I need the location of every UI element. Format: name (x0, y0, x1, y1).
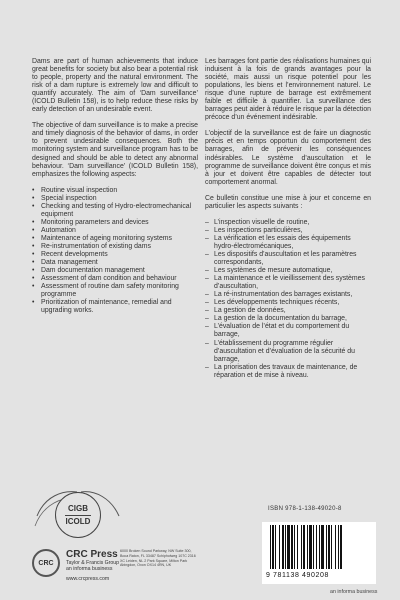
isbn-label: ISBN 978-1-138-49020-8 (268, 506, 342, 512)
logo-line-cigb: CIGB (68, 503, 88, 513)
list-item: • Special inspection (32, 195, 198, 203)
list-item: • Dam documentation management (32, 267, 198, 275)
french-aspects-list (205, 219, 371, 380)
informa-tagline: an informa business (330, 589, 378, 595)
list-item: • Data management (32, 259, 198, 267)
list-item: – L’établissement du programme régulier d’auscultation et d’évaluation de la sécurité du barrage, (205, 340, 371, 364)
logo-divider (65, 515, 91, 516)
publisher-tagline: an informa business (66, 566, 113, 573)
list-item: – Les développements techniques récents, (205, 299, 371, 307)
list-item: • Monitoring parameters and devices (32, 219, 198, 227)
english-aspects-list (32, 187, 198, 316)
publisher-name: CRC Press (66, 549, 118, 560)
list-item: • Assessment of dam condition and behaviour (32, 275, 198, 283)
publisher-url: www.crcpress.com (66, 576, 110, 583)
english-paragraph-1: Dams are part of human achievements that induce great benefits for society but also bear a potential risk to people, property and the natural environment. The risk of a dam rupture is extremely low and difficult to quantify accurately. The aim of ‘Dam surveillance’ (ICOLD Bulletin 158), is to help reduce these risks by early detection of an undesirable event. (32, 58, 198, 114)
barcode-number: 9 781138 490208 (266, 572, 329, 579)
english-paragraph-2: The objective of dam surveillance is to make a precise and timely diagnosis of the behavior of dams, in order to prevent undesirable consequences. Both the monitoring system and surveillance program has to be designed and should be able to detect any abnormal behaviour. ‘Dam surveillance’ (ICOLD Bulletin 158), emphasizes the following aspects: (32, 122, 198, 178)
list-item: – La gestion de la documentation du barrage, (205, 315, 371, 323)
logo-line-icold: ICOLD (65, 516, 91, 526)
list-item: • Recent developments (32, 251, 198, 259)
list-item: • Prioritization of maintenance, remedial and upgrading works. (32, 299, 198, 315)
barcode-icon (268, 525, 372, 571)
french-column (205, 58, 371, 380)
list-item: • Automation (32, 227, 198, 235)
list-item: – La ré-instrumentation des barrages existants, (205, 291, 371, 299)
publisher-block (32, 549, 119, 583)
list-item: – Les systèmes de mesure automatique, (205, 267, 371, 275)
publisher-address: 6000 Broken Sound Parkway, NW Suite 300, Boca Raton, FL 33487 Schipholweg 107C 2316 XC Leiden, NL 2 Park Square, Milton Park Abingdon, Oxon OX14 4RN, UK (120, 549, 196, 568)
list-item: – La gestion de données, (205, 307, 371, 315)
cigb-icold-logo (55, 492, 101, 538)
list-item: • Assessment of routine dam safety monitoring programme (32, 283, 198, 299)
english-column (32, 58, 198, 315)
french-paragraph-3: Ce bulletin constitue une mise à jour et concerne en particulier les aspects suivants : (205, 194, 371, 210)
crc-logo-icon: CRC (32, 549, 60, 577)
list-item: • Maintenance of ageing monitoring systems (32, 235, 198, 243)
french-paragraph-1: Les barrages font partie des réalisations humaines qui induisent à la fois de grands avantages pour la société, mais aussi un risque potentiel pour les populations, les biens et l’environnement naturel. Le risque d’une rupture de barrage est extrêmement faible et difficile à quantifier. La surveillance des barrages peut aider à réduire le risque par la détection précoce d’un événement indésirable. (205, 58, 371, 122)
list-item: – La vérification et les essais des équipements hydro-électromécaniques, (205, 235, 371, 251)
list-item: – La maintenance et le vieillissement des systèmes d’auscultation, (205, 275, 371, 291)
list-item: • Re-instrumentation of existing dams (32, 243, 198, 251)
list-item: – Les inspections particulières, (205, 227, 371, 235)
list-item: – L’inspection visuelle de routine, (205, 219, 371, 227)
list-item: – L’évaluation de l’état et du comportement du barrage, (205, 323, 371, 339)
list-item: – La priorisation des travaux de maintenance, de réparation et de mise à niveau. (205, 364, 371, 380)
list-item: • Routine visual inspection (32, 187, 198, 195)
list-item: • Checking and testing of Hydro-electromechanical equipment (32, 203, 198, 219)
french-paragraph-2: L’objectif de la surveillance est de faire un diagnostic précis et en temps opportun du comportement des barrages, afin de prévenir les conséquences indésirables. Le système d’auscultation et le programme de surveillance doivent être conçus et mis à jour et doivent être capables de détecter tout comportement anormal. (205, 130, 371, 186)
publisher-group: Taylor & Francis Group (66, 560, 120, 566)
list-item: – Les dispositifs d’auscultation et les paramètres correspondants, (205, 251, 371, 267)
